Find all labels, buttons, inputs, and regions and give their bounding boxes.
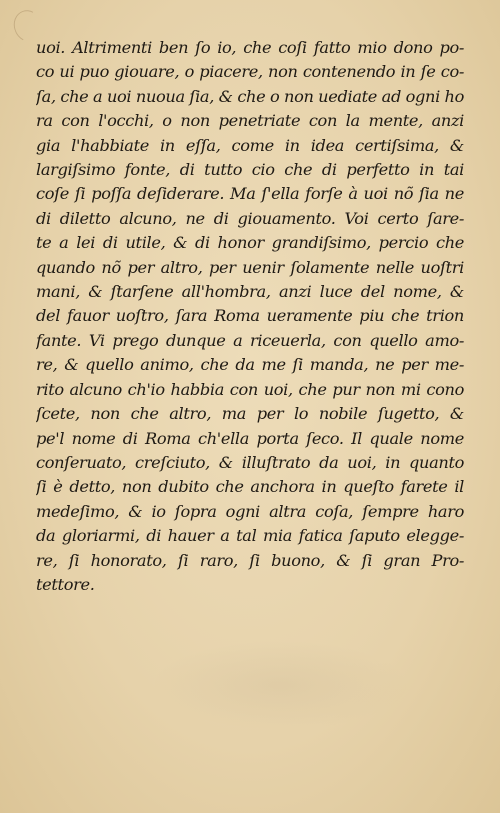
text-line: ſi è detto, non dubito che anchora in queſto farete il (36, 477, 464, 497)
text-line: ſcete, non che altro, ma per lo nobile ſugetto, & (36, 404, 464, 424)
text-line: pe'l nome di Roma ch'ella porta ſeco. Il quale nome (36, 428, 464, 448)
text-line: co ui puo giouare, o piacere, non contenendo in ſe co- (36, 62, 464, 82)
text-line-final: tettore. (36, 574, 95, 594)
text-line: uoi. Altrimenti ben ſo io, che coſi fatto mio dono po- (36, 38, 464, 57)
text-line: re, ſi honorato, ſi raro, ſi buono, & ſi gran Pro- (36, 550, 464, 570)
text-line: re, & quello animo, che da me ſi manda, ne per me- (36, 355, 464, 375)
text-line: largiſsimo fonte, di tutto cio che di perfetto in tai (36, 160, 464, 180)
text-line: quando nõ per altro, per uenir ſolamente nelle uoſtri (36, 257, 464, 277)
text-line: di diletto alcuno, ne di giouamento. Voi certo ſare- (36, 208, 464, 228)
text-line: conſeruato, creſciuto, & illuſtrato da uoi, in quanto (36, 452, 464, 472)
text-line: mani, & ſtarſene all'hombra, anzi luce del nome, & (36, 282, 464, 302)
text-line: coſe ſi poſſa deſiderare. Ma ſ'ella forſe à uoi nõ ſia ne (36, 184, 464, 204)
text-line: ra con l'occhi, o non penetriate con la mente, anzi (36, 111, 464, 131)
text-line: da gloriarmi, di hauer a tal mia fatica ſaputo elegge- (36, 526, 464, 546)
text-line: medeſimo, & io ſopra ogni altra coſa, ſempre haro (36, 501, 464, 521)
text-line: fante. Vi prego dunque a riceuerla, con quello amo- (36, 330, 464, 350)
text-line: ſa, che a uoi nuoua ſia, & che o non uediate ad ogni ho (36, 86, 464, 106)
text-line: gia l'habbiate in eſſa, come in idea certiſsima, & (36, 135, 464, 155)
ink-bleed-through (150, 640, 410, 730)
text-line: rito alcuno ch'io habbia con uoi, che pur non mi cono (36, 379, 464, 399)
body-text (36, 36, 464, 597)
text-line: te a lei di utile, & di honor grandiſsimo, percio che (36, 233, 464, 253)
text-line: del fauor uoſtro, ſara Roma ueramente piu che trion (36, 306, 464, 326)
